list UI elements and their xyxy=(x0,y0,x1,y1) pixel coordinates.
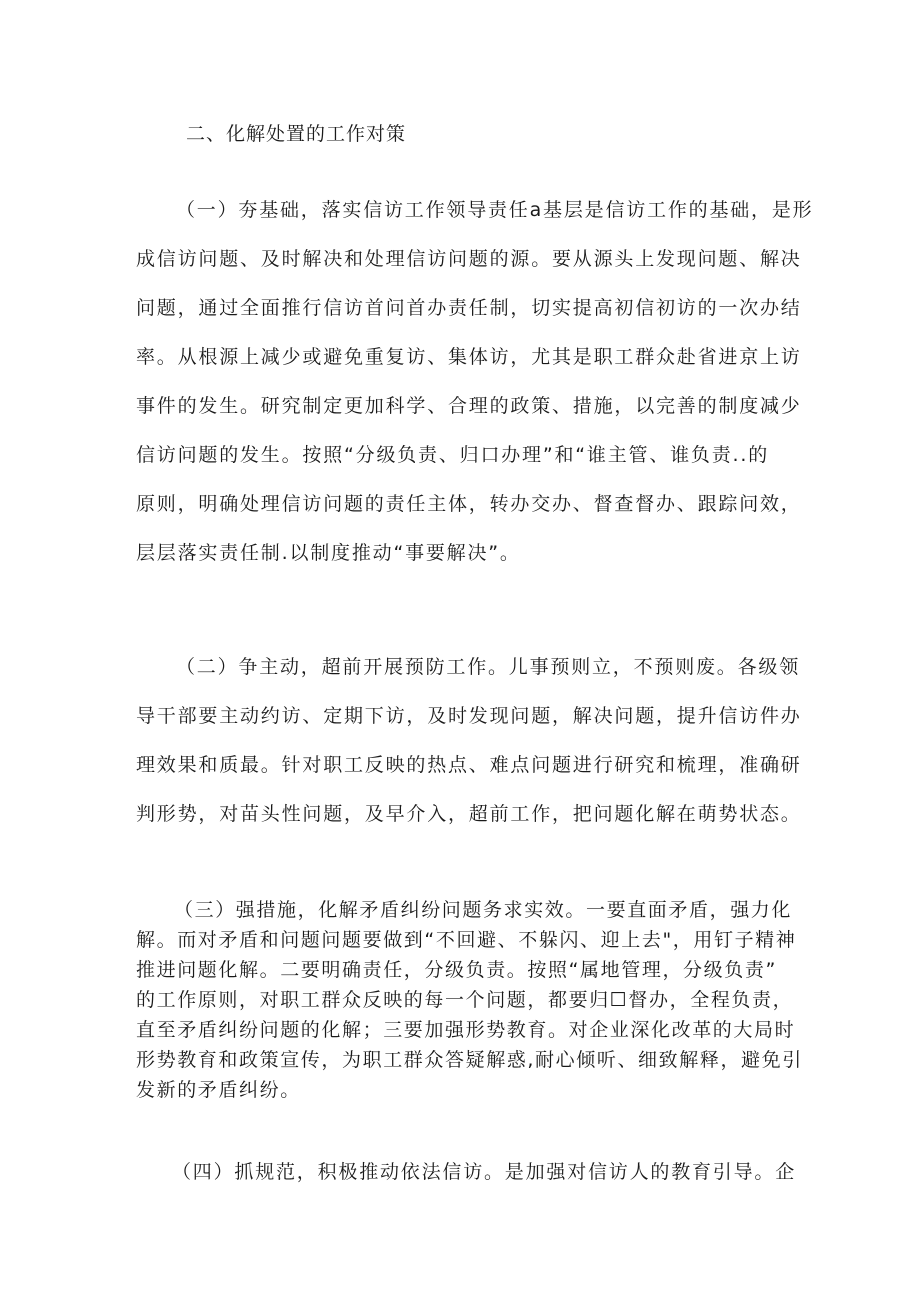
paragraph-line: 判形势，对苗头性问题，及早介入，超前工作，把问题化解在萌势状态。 xyxy=(136,803,802,825)
paragraph-line: （四）抓规范，积极推动依法信访。是加强对信访人的教育引导。企 xyxy=(172,1161,797,1183)
paragraph-2 xyxy=(136,643,802,839)
paragraph-1 xyxy=(136,186,814,578)
paragraph-line: （三）强措施，化解矛盾纠纷问题务求实效。一要直面矛盾，强力化 xyxy=(174,899,793,921)
section-heading: 二、化解处置的工作对策 xyxy=(186,123,407,145)
paragraph-line: 问题，通过全面推行信访首问首办责任制，切实提高初信初访的一次办结 xyxy=(136,297,802,319)
paragraph-line: 导干部要主动约访、定期下访，及时发现问题，解决问题，提升信访件办 xyxy=(136,705,802,727)
paragraph-line: （二）争主动，超前开展预防工作。儿事预则立，不预则废。各级领 xyxy=(176,656,801,678)
paragraph-line: 的工作原则，对职工群众反映的每一个问题，都要归☐督办，全程负责， xyxy=(136,989,794,1011)
paragraph-line: 成信访问题、及时解决和处理信访问题的源。要从源头上发现问题、解决 xyxy=(136,248,802,270)
paragraph-3 xyxy=(136,895,803,1105)
paragraph-line: 信访问题的发生。按照“分级负责、归口办理”和“谁主管、谁负责..的 xyxy=(136,444,770,466)
paragraph-line: 率。从根源上减少或避免重复访、集体访，尤其是职工群众赴省进京上访 xyxy=(136,346,802,368)
paragraph-line: 理效果和质最。针对职工反映的热点、难点问题进行研究和梳理，准确研 xyxy=(136,754,802,776)
paragraph-4 xyxy=(136,1148,796,1197)
paragraph-line: 原则，明确处理信访问题的责任主体，转办交办、督查督办、跟踪问效， xyxy=(136,493,802,515)
paragraph-line: 发新的矛盾纠纷。 xyxy=(136,1079,301,1101)
paragraph-line: 层层落实责任制.以制度推动“事要解决”。 xyxy=(136,542,521,564)
paragraph-line: 推进问题化解。二要明确责任，分级负责。按照“属地管理，分级负责” xyxy=(136,959,777,981)
paragraph-line: （一）夯基础，落实信访工作领导责任a基层是信访工作的基础，是形 xyxy=(176,199,814,221)
paragraph-line: 直至矛盾纠纷问题的化解；三要加强形势教育。对企业深化改革的大局时 xyxy=(136,1019,796,1041)
paragraph-line: 事件的发生。研究制定更加科学、合理的政策、措施，以完善的制度减少 xyxy=(136,395,802,417)
paragraph-line: 形势教育和政策宣传，为职工群众答疑解惑,耐心倾听、细致解释，避免引 xyxy=(136,1049,803,1071)
paragraph-line: 解。而对矛盾和问题问题要做到“不回避、不躲闪、迎上去"，用钉子精神 xyxy=(136,929,797,951)
